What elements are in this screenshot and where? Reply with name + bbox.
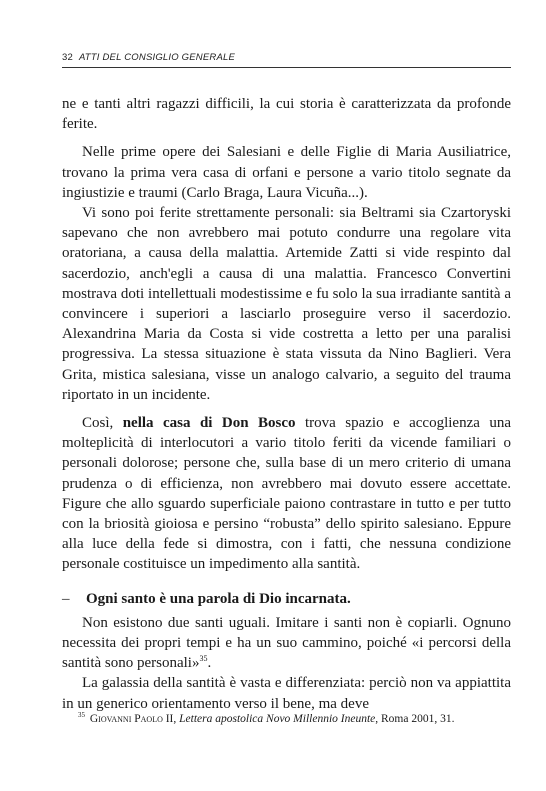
paragraph-4-rest: trova spazio e accoglienza una molteplicità di interlocutori a vario titolo feriti da vicende familiari o personali dolorose; persone che, sulla base di un mero criterio di umana prudenza o di efficienza, non avrebbero mai dovuto essere accettate. Figure che allo sguardo superficiale paiono contrastare in tutto e per tutto con la briosità gioiosa e persino “robusta” dello spirito salesiano. Eppure alla luce della fede si dimostra, con i fatti, che nessuna condizione personale costituisce un impedimento alla santità. [62, 415, 512, 573]
footnote-reference: 35 [199, 654, 208, 664]
paragraph-1: ne e tanti altri ragazzi difficili, la cui storia è caratterizzata da profonde ferite. [62, 96, 511, 133]
paragraph-4 [62, 413, 511, 575]
paragraph-5 [62, 613, 511, 674]
paragraph-2: Nelle prime opere dei Salesiani e delle Figlie di Maria Ausiliatrice, trovano la prima vera casa di orfani e persone a vario titolo segnate da ingiustizie e traumi (Carlo Braga, Laura Vicuña...). [62, 144, 511, 201]
footnote: $^{35}$ Giovanni Paolo II, Lettera apostolica Novo Millennio Ineunte, Roma 2001, 31. [78, 711, 455, 725]
section-heading [62, 589, 511, 609]
paragraph-5-text: Non esistono due santi uguali. Imitare i santi non è copiarli. Ognuno necessita dei propri tempi e ha un suo cammino, poiché «i percorsi della santità sono personali» [62, 614, 511, 672]
running-header [62, 52, 511, 63]
paragraph-4-emphasis: nella casa di Don Bosco [122, 415, 296, 432]
paragraph-4-start: Così, [82, 415, 123, 432]
footnote-mark: 35 [78, 711, 85, 719]
footnote-author: Giovanni Paolo II [89, 712, 174, 725]
heading-text: Ogni santo è una parola di Dio incarnata. [86, 590, 351, 607]
header-rule [62, 67, 511, 68]
footnote-rest: , Roma 2001, 31. [375, 712, 455, 725]
paragraph-6: La galassia della santità è vasta e differenziata: perciò non va appiattita in un generico orientamento verso il bene, ma deve [62, 675, 511, 712]
page-number: 32 [62, 52, 73, 63]
paragraph-5-end: . [207, 655, 212, 672]
heading-dash: – [62, 590, 70, 607]
footnote-title: Lettera apostolica Novo Millennio Ineunte [179, 712, 376, 725]
page-body [62, 94, 511, 722]
running-title: ATTI DEL CONSIGLIO GENERALE [78, 52, 236, 63]
paragraph-3: Vi sono poi ferite strettamente personali: sia Beltrami sia Czartoryski sapevano che non avrebbero mai potuto condurre una regolare vita oratoriana, a causa della malattia. Artemide Zatti si vide respinto dal sacerdozio, anch'egli a causa di una malattia. Francesco Convertini mostrava doti intellettuali modestissime e fu solo la sua irradiante santità a convincere i superiori a lasciarlo proseguire verso il sacerdozio. Alexandrina Maria da Costa si vide costretta a letto per una paralisi progressiva. La stessa situazione è stata vissuta da Nino Baglieri. Vera Grita, mistica salesiana, visse un analogo calvario, a seguito del trauma riportato in un incidente. [62, 205, 511, 403]
